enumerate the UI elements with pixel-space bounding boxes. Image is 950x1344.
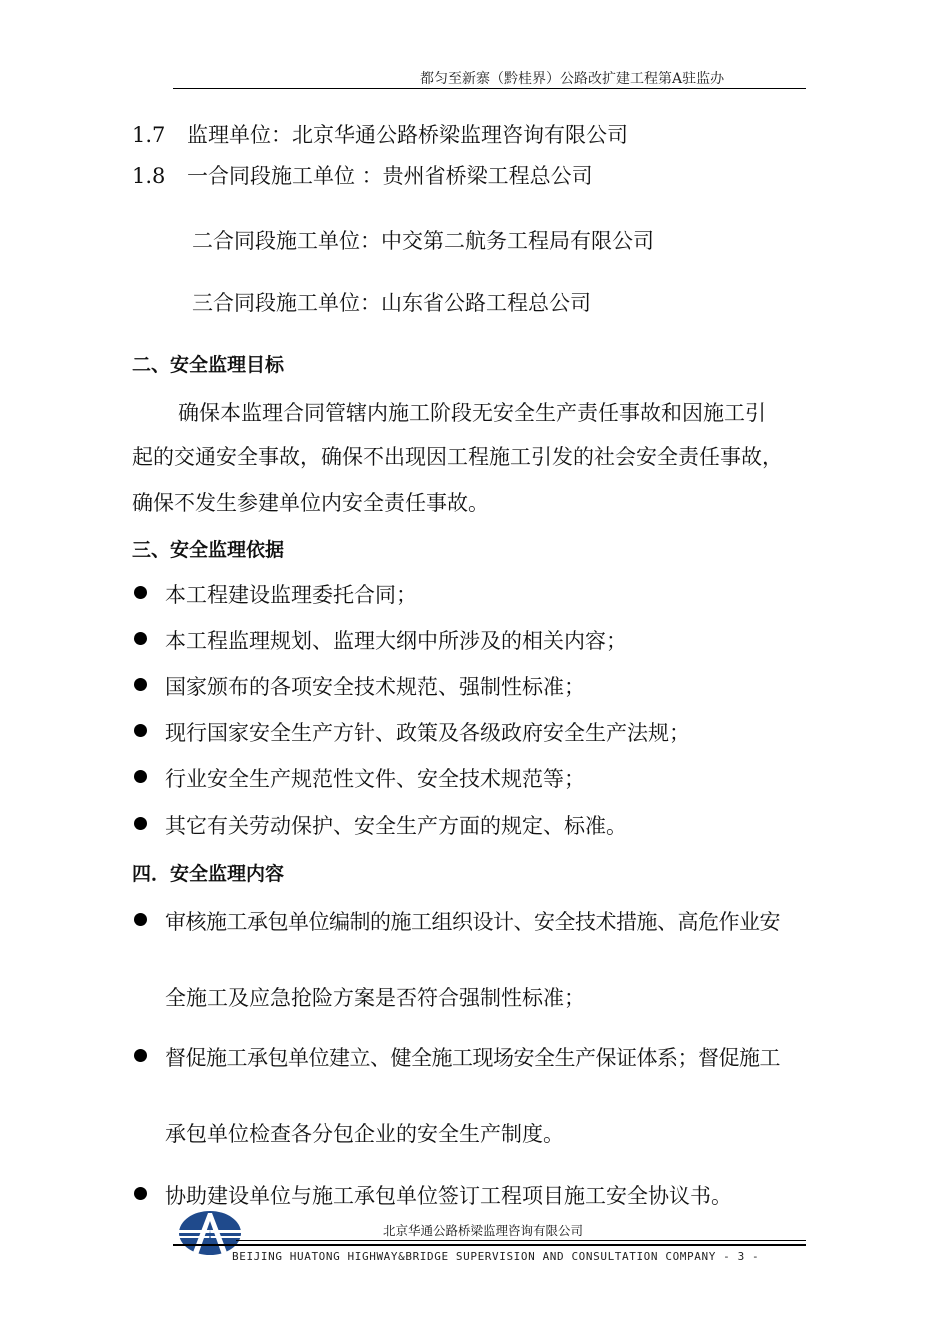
bullet-icon	[134, 1049, 147, 1062]
header-divider	[173, 88, 806, 89]
item-number: 1.8	[132, 164, 166, 188]
list-item: 督促施工承包单位建立、健全施工现场安全生产保证体系；督促施工	[165, 1046, 780, 1070]
list-item: 国家颁布的各项安全技术规范、强制性标准；	[165, 675, 585, 699]
bullet-icon	[134, 817, 147, 830]
item-text: 监理单位：北京华通公路桥梁监理咨询有限公司	[187, 123, 628, 147]
list-item-continuation: 全施工及应急抢险方案是否符合强制性标准；	[165, 986, 585, 1010]
bullet-icon	[134, 586, 147, 599]
paragraph-line: 确保本监理合同管辖内施工阶段无安全生产责任事故和因施工引	[178, 401, 766, 425]
contractor-line: 三合同段施工单位：山东省公路工程总公司	[192, 291, 591, 315]
footer-company-name: 北京华通公路桥梁监理咨询有限公司	[383, 1223, 584, 1238]
section-heading: 四．安全监理内容	[132, 863, 285, 885]
list-item: 其它有关劳动保护、安全生产方面的规定、标准。	[165, 814, 627, 838]
bullet-icon	[134, 632, 147, 645]
bullet-icon	[134, 770, 147, 783]
section-heading: 二、安全监理目标	[132, 354, 285, 376]
paragraph-line: 起的交通安全事故，确保不出现因工程施工引发的社会安全责任事故，	[132, 445, 783, 469]
bullet-icon	[134, 678, 147, 691]
contractor-line: 二合同段施工单位：中交第二航务工程局有限公司	[192, 229, 654, 253]
footer-divider	[173, 1244, 806, 1246]
paragraph-line: 确保不发生参建单位内安全责任事故。	[132, 491, 489, 515]
item-1-8	[132, 160, 593, 190]
bullet-icon	[134, 913, 147, 926]
bullet-icon	[134, 724, 147, 737]
list-item: 审核施工承包单位编制的施工组织设计、安全技术措施、高危作业安	[165, 910, 780, 934]
section-heading: 三、安全监理依据	[132, 539, 285, 561]
item-1-7	[132, 119, 628, 149]
list-item: 协助建设单位与施工承包单位签订工程项目施工安全协议书。	[165, 1184, 732, 1208]
list-item: 现行国家安全生产方针、政策及各级政府安全生产法规；	[165, 721, 690, 745]
item-text: 一合同段施工单位 ：贵州省桥梁工程总公司	[187, 164, 593, 188]
page-header-title: 都匀至新寨（黔桂界）公路改扩建工程第A驻监办	[420, 71, 725, 87]
list-item-continuation: 承包单位检查各分包企业的安全生产制度。	[165, 1122, 564, 1146]
list-item: 行业安全生产规范性文件、安全技术规范等；	[165, 767, 585, 791]
list-item: 本工程监理规划、监理大纲中所涉及的相关内容；	[165, 629, 627, 653]
bullet-icon	[134, 1187, 147, 1200]
list-item: 本工程建设监理委托合同；	[165, 583, 417, 607]
item-number: 1.7	[132, 123, 166, 147]
footer-divider	[236, 1240, 806, 1241]
footer-company-english: BEIJING HUATONG HIGHWAY&BRIDGE SUPERVISION AND CONSULTATION COMPANY - 3 -	[232, 1250, 760, 1263]
